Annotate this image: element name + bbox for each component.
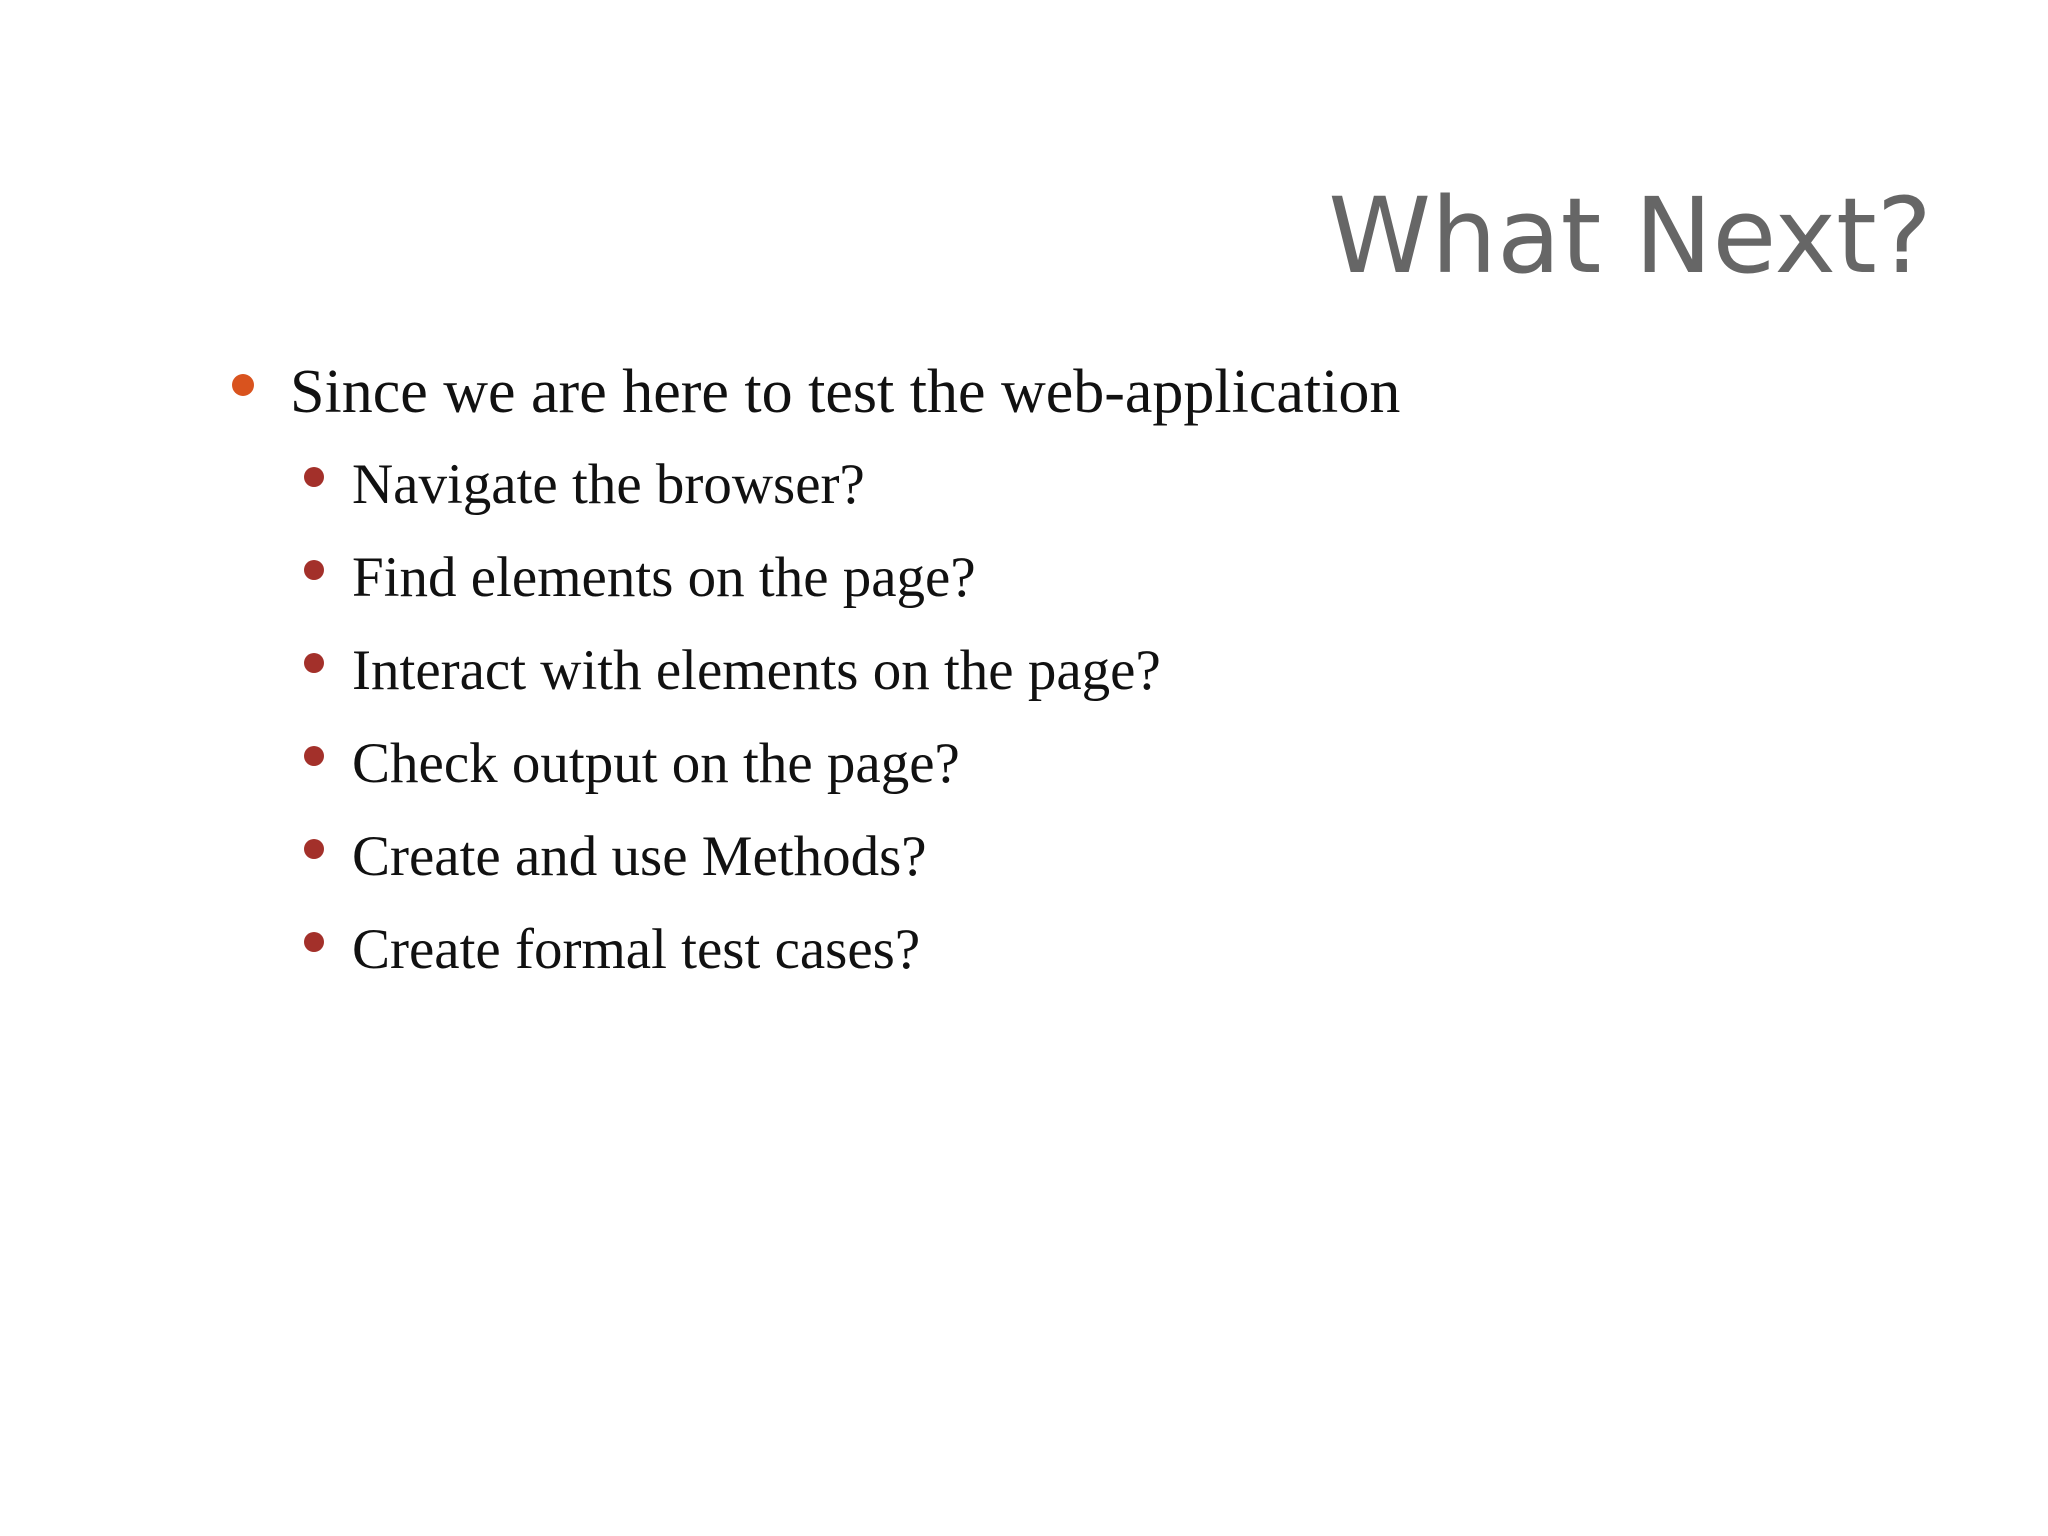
sub-bullet-text: Find elements on the page? xyxy=(352,546,976,609)
sub-bullet-text: Create formal test cases? xyxy=(352,918,921,981)
sub-bullet-text: Interact with elements on the page? xyxy=(352,639,1161,702)
sub-bullet-dot-icon xyxy=(304,932,324,952)
bullet-dot-icon xyxy=(232,374,254,396)
sub-bullet-item xyxy=(0,724,1800,804)
sub-bullet-text: Check output on the page? xyxy=(352,732,960,795)
sub-bullet-dot-icon xyxy=(304,467,324,487)
sub-bullet-item xyxy=(0,538,1800,618)
bullet-text: Since we are here to test the web-application xyxy=(290,358,1401,426)
sub-bullet-dot-icon xyxy=(304,839,324,859)
sub-bullet-item xyxy=(0,817,1800,897)
sub-bullet-dot-icon xyxy=(304,653,324,673)
sub-bullet-item xyxy=(0,631,1800,711)
sub-bullet-dot-icon xyxy=(304,746,324,766)
sub-bullet-item xyxy=(0,445,1800,525)
sub-bullet-text: Navigate the browser? xyxy=(352,453,865,516)
sub-bullet-item xyxy=(0,910,1800,990)
slide-title: What Next? xyxy=(1328,175,1932,297)
bullet-item xyxy=(0,352,1800,432)
sub-bullet-dot-icon xyxy=(304,560,324,580)
sub-bullet-text: Create and use Methods? xyxy=(352,825,927,888)
bullet-list xyxy=(0,352,1800,1003)
